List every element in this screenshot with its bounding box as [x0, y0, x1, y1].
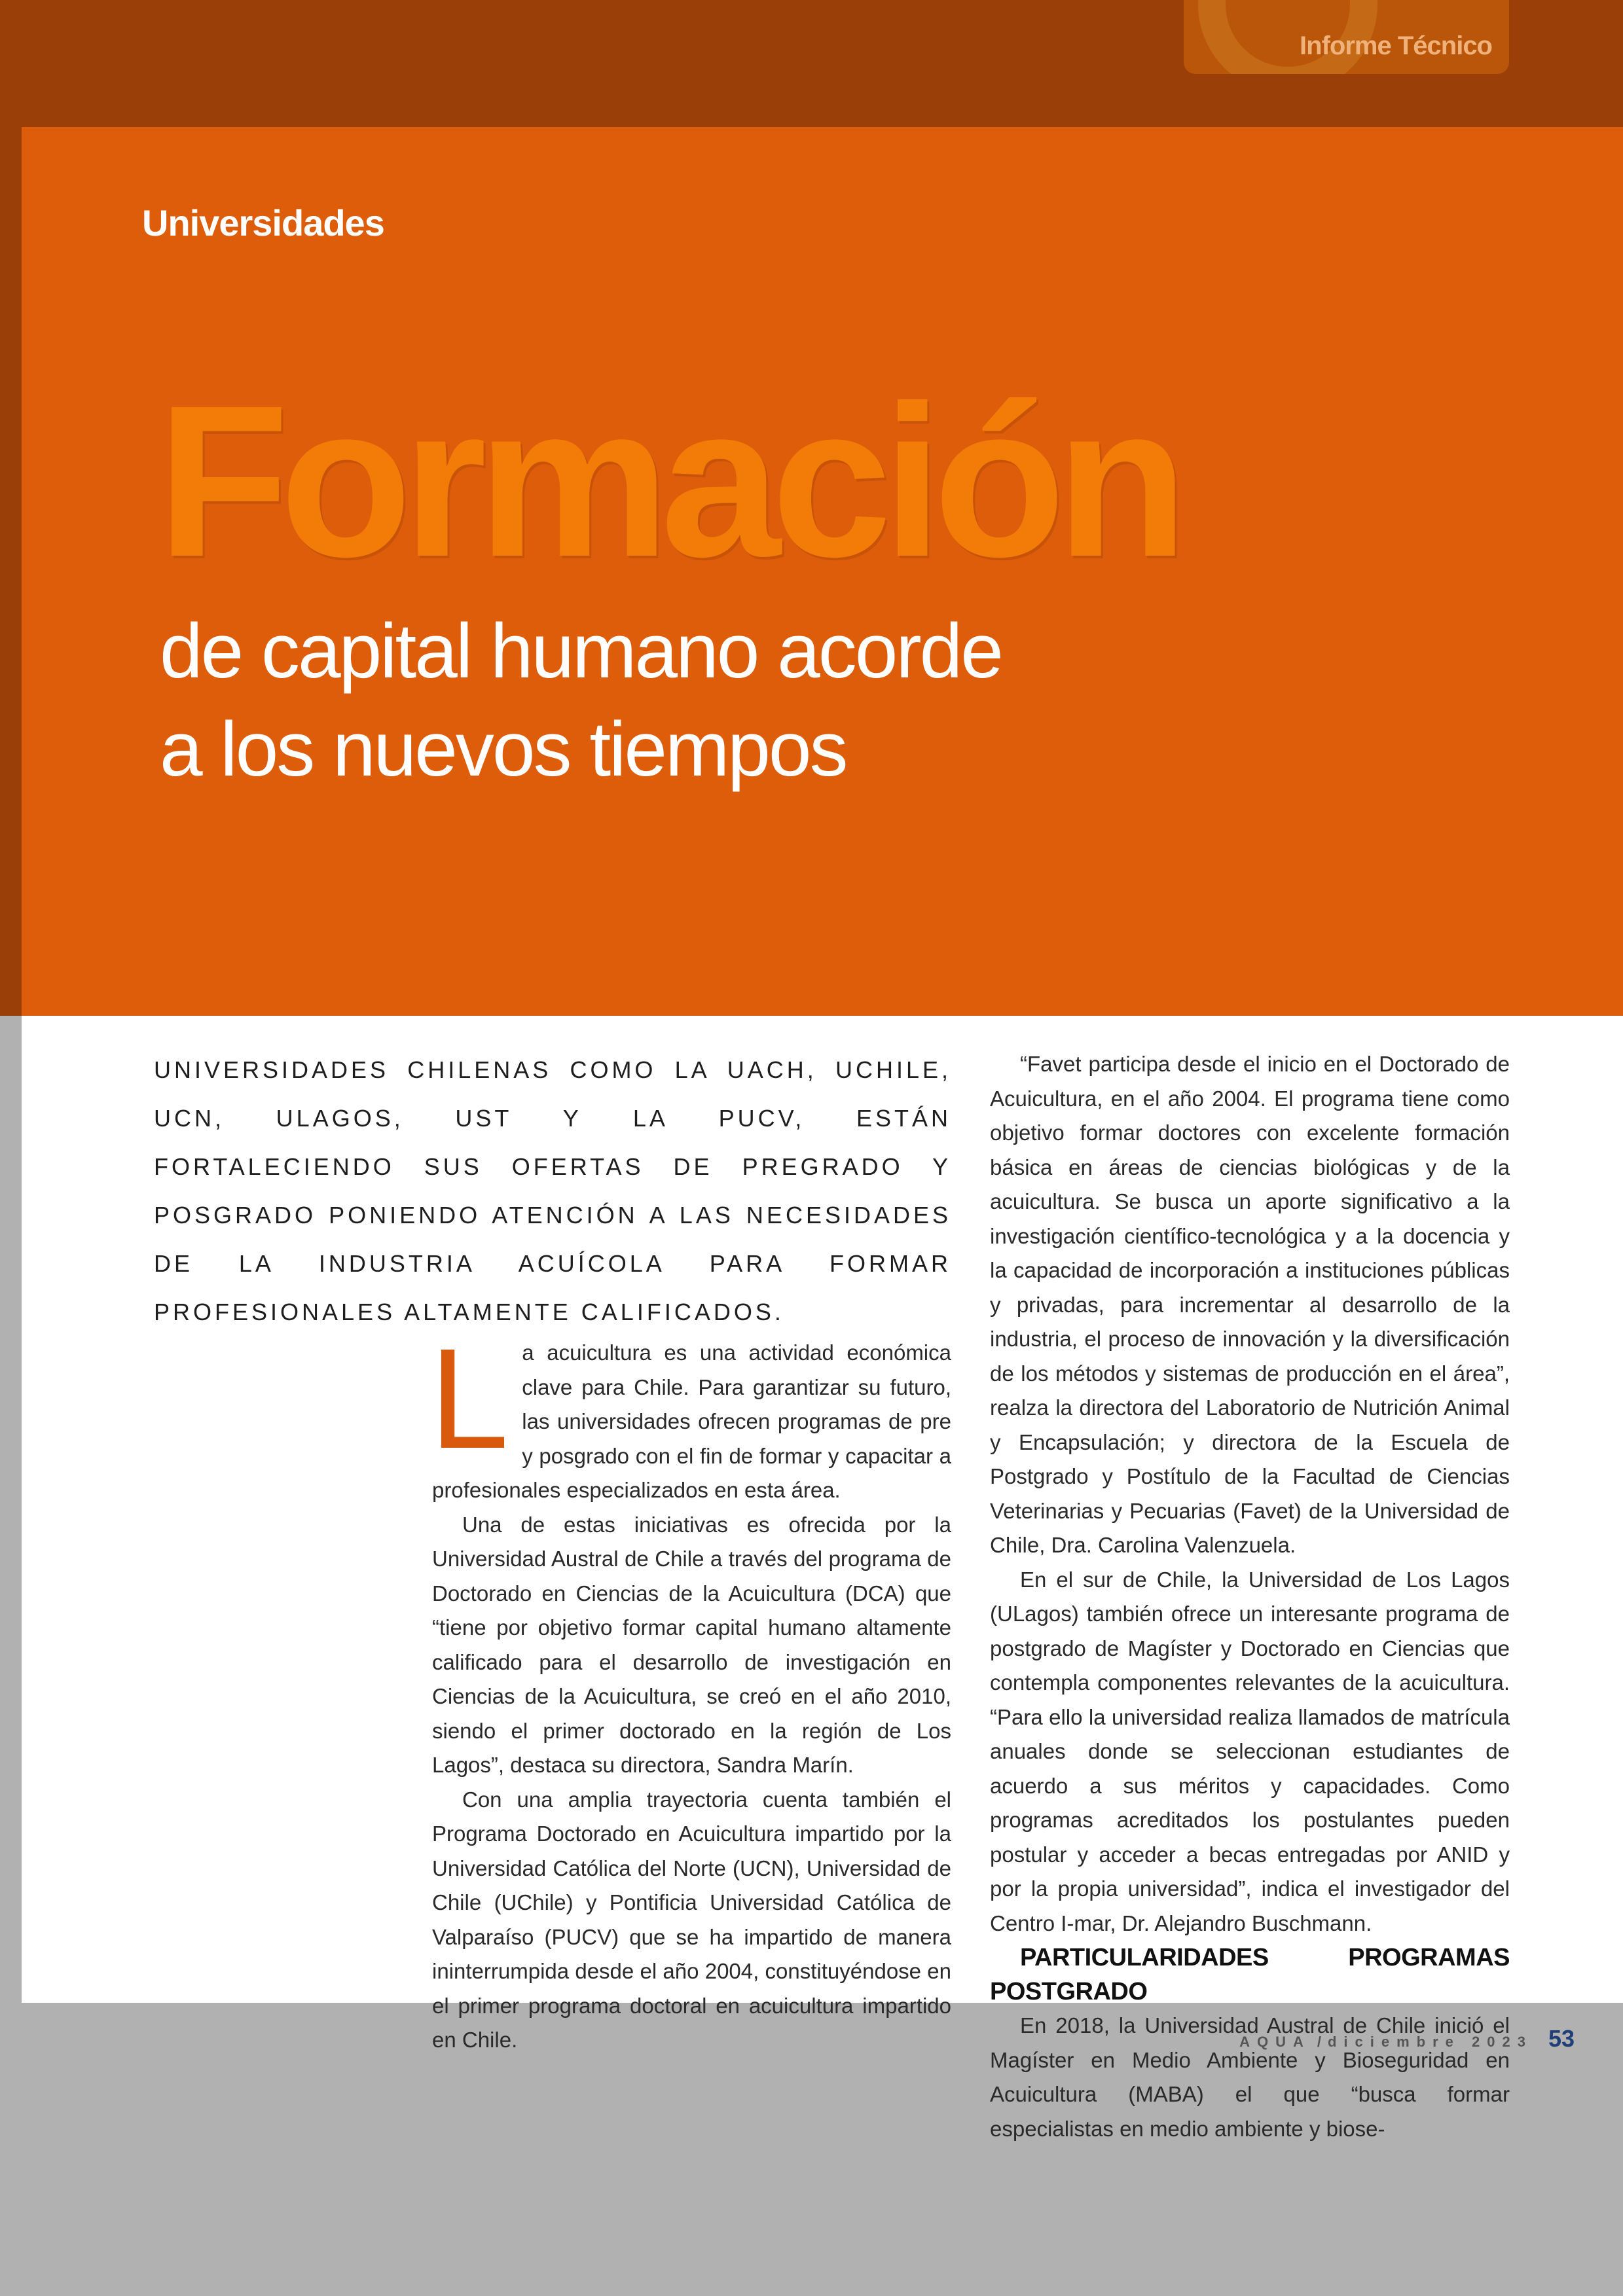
kicker: Universidades [142, 202, 384, 243]
right-column [990, 1047, 1510, 2146]
paragraph: “Favet participa desde el inicio en el Doctorado de Acuicultura, en el año 2004. El programa tiene como objetivo formar doctores con excelente formación básica en áreas de ciencias biológicas y de la acuicultura. Se busca un aporte significativo a la investigación científico-tecnológica y a la docencia y la capacidad de incorporación a instituciones públicas y privadas, para incrementar al desarrollo de la industria, el proceso de innovación y la diversificación de los métodos y sistemas de producción en el área”, realza la directora del Laboratorio de Nutrición Animal y Encapsulación; y directora de la Escuela de Postgrado y Postítulo de la Facultad de Ciencias Veterinarias y Pecuarias (Favet) de la Universidad de Chile, Dra. Carolina Valenzuela. [990, 1052, 1510, 1557]
footer-separator: / [1317, 2034, 1321, 2050]
dropcap: L [429, 1319, 509, 1479]
footer-publication [1239, 2034, 1533, 2051]
paragraph: Una de estas iniciativas es ofrecida por la Universidad Austral de Chile a través del programa de Doctorado en Ciencias de la Acuicultura (DCA) que “tiene por objetivo formar capital humano altamente calificado para el desarrollo de investigación en Ciencias de la Acuicultura, se creó en el año 2010, siendo el primer doctorado en la región de Los Lagos”, destaca su directora, Sandra Marín. [432, 1512, 951, 1777]
page-number: 53 [1548, 2025, 1575, 2052]
left-column [429, 1319, 951, 2058]
paragraph [429, 1319, 951, 1508]
publication-name: AQUA [1239, 2034, 1311, 2050]
section-heading: PARTICULARIDADES PROGRAMAS POSTGRADO [990, 1944, 1510, 2005]
issue-date: diciembre 2023 [1327, 2034, 1533, 2050]
paragraph: En 2018, la Universidad Austral de Chile inició el Magíster en Medio Ambiente y Bioseguridad en Acuicultura (MABA) el que “busca formar especialistas en medio ambiente y biose- [990, 2013, 1510, 2141]
section-label: Informe Técnico [1300, 31, 1492, 60]
paragraph: Con una amplia trayectoria cuenta también el Programa Doctorado en Acuicultura impartido por la Universidad Católica del Norte (UCN), Universidad de Chile (UChile) y Pontificia Universidad Católica de Valparaíso (PUCV) que se ha impartido de manera ininterrumpida desde el año 2004, constituyéndose en el primer programa doctoral en acuicultura impartido en Chile. [432, 1787, 951, 2052]
section-tab [1184, 0, 1509, 74]
page-footer [1239, 2025, 1575, 2053]
subtitle [160, 602, 1002, 798]
paragraph-text: a acuicultura es una actividad económica clave para Chile. Para garantizar su futuro, las universidades ofrecen programas de pre y posgrado con el fin de formar y capacitar a profesionales especializados en esta área. [432, 1340, 951, 1502]
paragraph: En el sur de Chile, la Universidad de Los Lagos (ULagos) también ofrece un interesante programa de postgrado de Magíster y Doctorado en Ciencias que contempla componentes relevantes de la acuicultura. “Para ello la universidad realiza llamados de matrícula anuales donde se seleccionan estudiantes de acuerdo a sus méritos y capacidades. Como programas acreditados los postulantes pueden postular y acceder a becas entregadas por ANID y por la propia universidad”, indica el investigador del Centro I-mar, Dr. Alejandro Buschmann. [990, 1567, 1510, 1935]
subtitle-line-1: de capital humano acorde [160, 608, 1002, 694]
lede: UNIVERSIDADES CHILENAS COMO LA UACH, UCHILE, UCN, ULAGOS, UST Y LA PUCV, ESTÁN FORTALECIENDO SUS OFERTAS DE PREGRADO Y POSGRADO PONIENDO ATENCIÓN A LAS NECESIDADES DE LA INDUSTRIA ACUÍCOLA PARA FORMAR PROFESIONALES ALTAMENTE CALIFICADOS. [154, 1056, 951, 1325]
headline: Formación [157, 360, 1179, 601]
subtitle-line-2: a los nuevos tiempos [160, 706, 847, 793]
